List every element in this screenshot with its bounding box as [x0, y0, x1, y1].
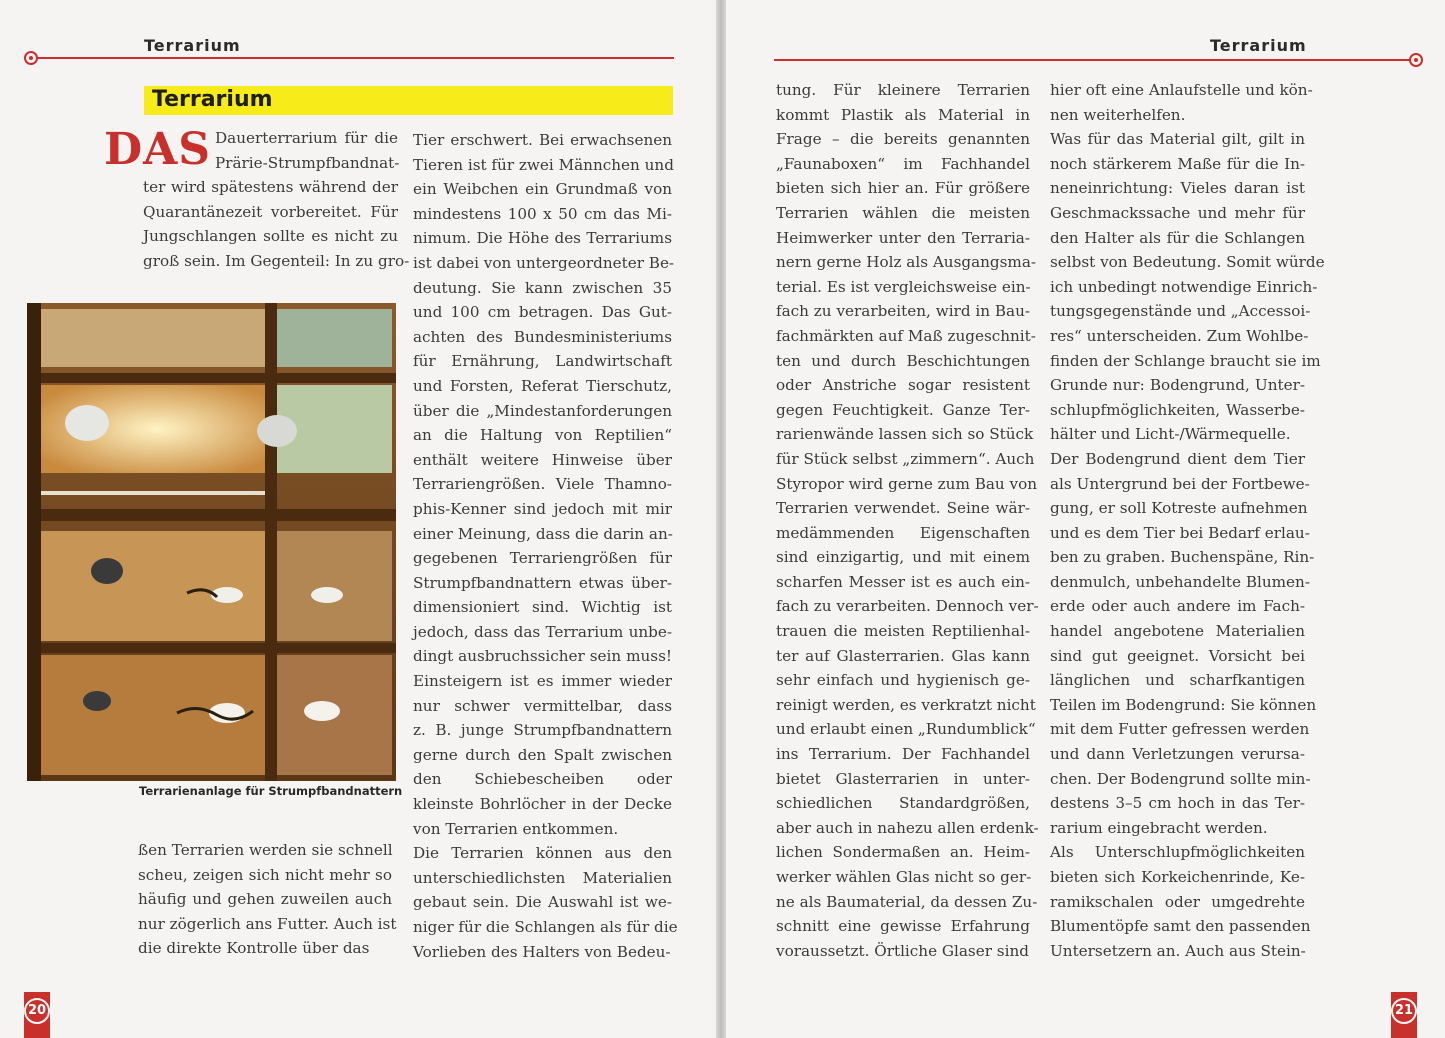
text-line: sind gut geeignet. Vorsicht bei — [1050, 646, 1305, 665]
text-line: oder Anstriche sogar resistent — [776, 376, 1030, 395]
section-title-bar — [144, 86, 673, 115]
text-line: ben zu graben. Buchenspäne, Rin- — [1050, 548, 1315, 567]
text-column-1-top — [143, 126, 410, 274]
text-line: bieten sich hier an. Für größere — [776, 179, 1030, 198]
text-line: Was für das Material gilt, gilt in — [1050, 130, 1305, 149]
header-ring-icon — [1409, 53, 1423, 67]
text-line: ter auf Glasterrarien. Glas kann — [776, 646, 1030, 665]
header-ring-icon — [24, 51, 38, 65]
text-column-1 — [776, 78, 1039, 963]
text-line: res“ unterscheiden. Zum Wohlbe- — [1050, 326, 1309, 345]
text-line: tungsgegenstände und „Accessoi- — [1050, 302, 1311, 321]
text-line: mindestens 100 x 50 cm das Mi- — [413, 204, 672, 223]
text-line: fach zu verarbeiten. Dennoch ver- — [776, 597, 1039, 616]
text-line: medämmenden Eigenschaften — [776, 523, 1030, 542]
text-line: und dann Verletzungen verursa- — [1050, 745, 1305, 764]
photo-caption: Terrarienanlage für Strumpfbandnattern — [139, 784, 403, 798]
text-line: nern gerne Holz als Ausgangsma- — [776, 253, 1037, 272]
text-line: denmulch, unbehandelte Blumen- — [1050, 572, 1310, 591]
text-line: Blumentöpfe samt den passenden — [1050, 917, 1311, 936]
text-line: groß sein. Im Gegenteil: In zu gro- — [143, 251, 410, 270]
text-line: hier oft eine Anlaufstelle und kön- — [1050, 81, 1313, 99]
text-line: phis-Kenner sind jedoch mit mir — [413, 499, 672, 518]
text-line: und Forsten, Referat Tierschutz, — [413, 376, 672, 395]
text-line: Teilen im Bodengrund: Sie können — [1050, 695, 1317, 714]
text-line: schlupfmöglichkeiten, Wasserbe- — [1050, 400, 1305, 419]
text-line: einer Meinung, dass die darin an- — [413, 524, 673, 543]
text-line: hälter und Licht-/Wärmequelle. — [1050, 425, 1291, 444]
text-line: Prärie-Strumpfbandnat- — [215, 153, 400, 172]
text-line: Jungschlangen sollte es nicht zu — [143, 227, 398, 246]
text-line: Vorlieben des Halters von Bedeu- — [413, 942, 671, 961]
text-line: sehr einfach und hygienisch ge- — [776, 671, 1030, 690]
text-line: Tieren ist für zwei Männchen und — [413, 155, 674, 174]
text-line: Der Bodengrund dient dem Tier — [1050, 449, 1305, 468]
text-line: und 100 cm betragen. Das Gut- — [413, 303, 672, 322]
text-line: Quarantänezeit vorbereitet. Für — [143, 202, 398, 221]
text-line: tung. Für kleinere Terrarien — [776, 81, 1030, 99]
terrarium-shelf-image — [27, 303, 396, 781]
text-line: gebaut sein. Die Auswahl ist we- — [413, 893, 672, 912]
text-line: noch stärkerem Maße für die In- — [1050, 154, 1305, 173]
text-line: nur schwer vermittelbar, dass — [413, 696, 672, 715]
text-column-2 — [1050, 78, 1325, 963]
text-line: als Untergrund bei der Fortbewe- — [1050, 474, 1310, 493]
text-line: schnitt eine gewisse Erfahrung — [776, 917, 1030, 936]
text-line: Frage – die bereits genannten — [776, 130, 1030, 149]
text-line: „Faunaboxen“ im Fachhandel — [776, 154, 1030, 173]
text-line: Grunde nur: Bodengrund, Unter- — [1050, 376, 1305, 395]
text-line: ins Terrarium. Der Fachhandel — [776, 745, 1030, 764]
text-line: gerne durch den Spalt zwischen — [413, 745, 672, 764]
text-line: die direkte Kontrolle über das — [138, 939, 370, 958]
text-line: Die Terrarien können aus den — [413, 844, 672, 863]
text-line: für Stück selbst „zimmern“. Auch — [776, 449, 1035, 468]
text-line: destens 3–5 cm hoch in das Ter- — [1050, 794, 1305, 813]
text-line: Untersetzern an. Auch aus Stein- — [1050, 941, 1306, 960]
text-line: nur zögerlich ans Futter. Auch ist — [138, 914, 397, 933]
text-line: jedoch, dass das Terrarium unbe- — [413, 622, 672, 641]
text-line: mit dem Futter gefressen werden — [1050, 720, 1310, 739]
text-line: ten und durch Beschichtungen — [776, 351, 1030, 370]
text-line: gung, er soll Kotreste aufnehmen — [1050, 499, 1308, 518]
text-line: trauen die meisten Reptilienhal- — [776, 622, 1030, 641]
text-line: den Halter als für die Schlangen — [1050, 228, 1305, 247]
text-line: reinigt werden, es verkratzt nicht — [776, 695, 1036, 714]
text-line: niger für die Schlangen als für die — [413, 918, 678, 936]
header-rule — [774, 59, 1414, 61]
section-title: Terrarium — [152, 87, 273, 112]
text-line: Terrarien verwendet. Seine wär- — [776, 499, 1030, 518]
text-line: finden der Schlange braucht sie im — [1050, 351, 1321, 370]
text-line: terial. Es ist vergleichsweise ein- — [776, 277, 1031, 296]
text-line: neneinrichtung: Vieles daran ist — [1050, 179, 1305, 198]
text-line: ßen Terrarien werden sie schnell — [138, 841, 393, 859]
text-line: Terrariengrößen. Viele Thamno- — [413, 475, 672, 494]
text-line: über die „Mindestanforderungen — [413, 401, 672, 420]
text-line: selbst von Bedeutung. Somit würde — [1050, 253, 1325, 272]
drop-cap: DAS — [104, 124, 212, 175]
text-line: ich unbedingt notwendige Einrich- — [1050, 277, 1318, 296]
text-line: und erlaubt einen „Rundumblick“ — [776, 720, 1036, 739]
text-line: gegebenen Terrariengrößen für — [413, 549, 672, 568]
text-line: an die Haltung von Reptilien“ — [413, 426, 672, 445]
text-line: Styropor wird gerne zum Bau von — [776, 474, 1038, 493]
right-page — [726, 0, 1445, 1038]
text-line: ramikschalen oder umgedrehte — [1050, 892, 1305, 911]
text-line: achten des Bundesministeriums — [413, 327, 672, 346]
text-line: chen. Der Bodengrund sollte min- — [1050, 769, 1311, 788]
text-line: bieten sich Korkeichenrinde, Ke- — [1050, 868, 1305, 886]
running-head: Terrarium — [1210, 36, 1307, 55]
text-line: Terrarien wählen die meisten — [776, 203, 1030, 222]
text-column-1-bottom — [138, 838, 397, 961]
text-line: Einsteigern ist es immer wieder — [413, 672, 672, 691]
text-line: scheu, zeigen sich nicht mehr so — [138, 865, 392, 884]
text-line: scharfen Messer ist es auch ein- — [776, 572, 1030, 591]
text-line: fach zu verarbeiten, wird in Bau- — [776, 302, 1030, 321]
text-line: Als Unterschlupfmöglichkeiten — [1050, 843, 1305, 862]
text-line: z. B. junge Strumpfbandnattern — [413, 721, 672, 740]
page-number: 20 — [24, 998, 50, 1024]
text-line: und es dem Tier bei Bedarf erlau- — [1050, 523, 1310, 542]
running-head: Terrarium — [144, 36, 241, 55]
left-page — [0, 0, 716, 1038]
text-line: Dauerterrarium für die — [215, 129, 398, 147]
text-line: ne als Baumaterial, da dessen Zu- — [776, 892, 1038, 911]
text-line: ein Weibchen ein Grundmaß von — [413, 180, 672, 199]
text-line: aber auch in nahezu allen erdenk- — [776, 818, 1039, 837]
text-line: länglichen und scharfkantigen — [1050, 671, 1305, 690]
text-line: Tier erschwert. Bei erwachsenen — [413, 131, 672, 149]
text-line: ter wird spätestens während der — [143, 178, 398, 197]
text-line: nimum. Die Höhe des Terrariums — [413, 229, 672, 248]
text-line: schiedlichen Standardgrößen, — [776, 794, 1030, 813]
text-line: voraussetzt. Örtliche Glaser sind — [776, 941, 1029, 960]
text-line: dingt ausbruchssicher sein muss! — [413, 647, 672, 666]
text-line: bietet Glasterrarien in unter- — [776, 769, 1030, 788]
text-line: rarienwände lassen sich so Stück — [776, 425, 1034, 444]
text-line: Heimwerker unter den Terraria- — [776, 228, 1030, 247]
text-column-2 — [413, 128, 678, 964]
text-line: ist dabei von untergeordneter Be- — [413, 253, 675, 272]
page-number: 21 — [1391, 998, 1417, 1024]
text-line: für Ernährung, Landwirtschaft — [413, 352, 672, 371]
terrarium-photo — [27, 303, 396, 781]
text-line: werker wählen Glas nicht so ger- — [776, 868, 1032, 886]
text-line: enthält weitere Hinweise über — [413, 450, 672, 469]
text-line: deutung. Sie kann zwischen 35 — [413, 278, 672, 297]
text-line: dimensioniert sind. Wichtig ist — [413, 598, 672, 617]
text-line: kleinste Bohrlöcher in der Decke — [413, 795, 672, 814]
text-line: von Terrarien entkommen. — [413, 819, 619, 838]
text-line: häufig und gehen zuweilen auch — [138, 890, 392, 909]
text-line: lichen Sondermaßen an. Heim- — [776, 843, 1030, 862]
text-line: den Schiebescheiben oder — [413, 770, 672, 789]
header-rule — [38, 57, 674, 59]
text-line: Geschmackssache und mehr für — [1050, 203, 1305, 222]
text-line: Strumpfbandnattern etwas über- — [413, 573, 672, 592]
text-line: gegen Feuchtigkeit. Ganze Ter- — [776, 400, 1030, 419]
text-line: sind einzigartig, und mit einem — [776, 548, 1030, 567]
text-line: handel angebotene Materialien — [1050, 622, 1305, 641]
text-line: nen weiterhelfen. — [1050, 105, 1186, 124]
text-line: kommt Plastik als Material in — [776, 105, 1030, 124]
text-line: rarium eingebracht werden. — [1050, 818, 1268, 837]
text-line: fachmärkten auf Maß zugeschnit- — [776, 326, 1036, 345]
text-line: unterschiedlichsten Materialien — [413, 868, 672, 887]
text-line: erde oder auch andere im Fach- — [1050, 597, 1305, 616]
